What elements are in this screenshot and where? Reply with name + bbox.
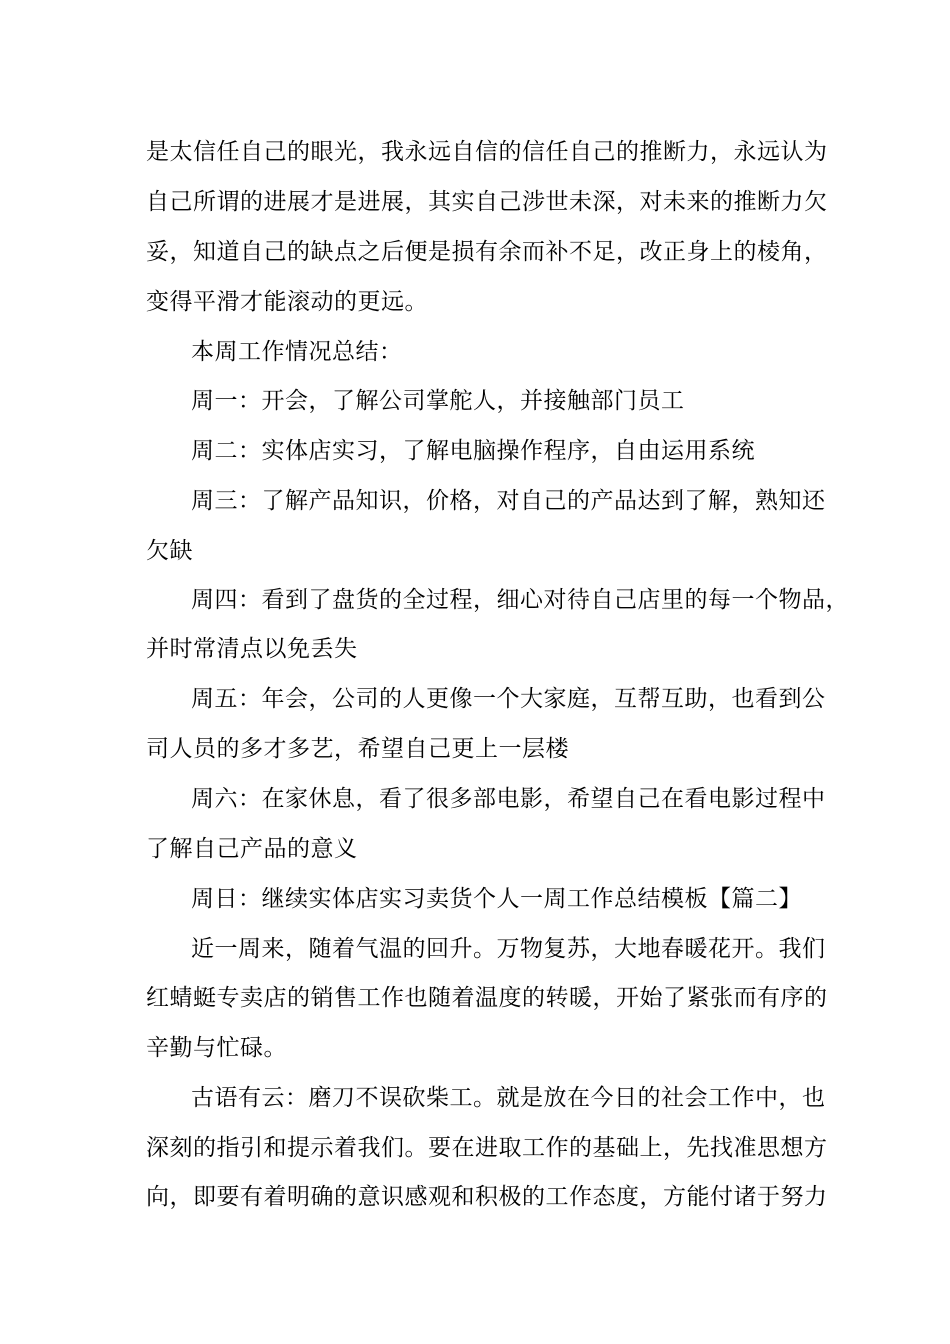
text-line: 周二：实体店实习，了解电脑操作程序，自由运用系统 xyxy=(191,438,755,464)
text-line: 自己所谓的进展才是进展，其实自己涉世未深，对未来的推断力欠 xyxy=(146,189,828,215)
text-line: 并时常清点以免丢失 xyxy=(146,636,358,662)
section-heading: 本周工作情况总结： xyxy=(191,339,403,365)
text-line: 妥，知道自己的缺点之后便是损有余而补不足，改正身上的棱角， xyxy=(146,239,828,265)
text-line: 变得平滑才能滚动的更远。 xyxy=(146,289,428,315)
text-line: 了解自己产品的意义 xyxy=(146,836,358,862)
text-line: 向，即要有着明确的意识感观和积极的工作态度，方能付诸于努力 xyxy=(146,1184,828,1210)
text-line: 司人员的多才多艺，希望自己更上一层楼 xyxy=(146,736,569,762)
text-line: 欠缺 xyxy=(146,538,193,564)
text-line: 古语有云：磨刀不误砍柴工。就是放在今日的社会工作中，也 xyxy=(191,1085,826,1111)
text-line: 辛勤与忙碌。 xyxy=(146,1035,287,1061)
text-line: 周一：开会，了解公司掌舵人，并接触部门员工 xyxy=(191,388,685,414)
text-line: 周三：了解产品知识，价格，对自己的产品达到了解，熟知还 xyxy=(191,488,826,514)
text-line: 周五：年会，公司的人更像一个大家庭，互帮互助，也看到公 xyxy=(191,686,826,712)
text-line: 深刻的指引和提示着我们。要在进取工作的基础上，先找准思想方 xyxy=(146,1135,828,1161)
text-line: 周日：继续实体店实习卖货个人一周工作总结模板【篇二】 xyxy=(191,886,802,912)
text-line: 周六：在家休息，看了很多部电影，希望自己在看电影过程中 xyxy=(191,786,826,812)
text-line: 周四：看到了盘货的全过程，细心对待自己店里的每一个物品， xyxy=(191,587,849,613)
text-line: 近一周来，随着气温的回升。万物复苏，大地春暖花开。我们 xyxy=(191,936,826,962)
text-line: 红蜻蜓专卖店的销售工作也随着温度的转暖，开始了紧张而有序的 xyxy=(146,985,828,1011)
text-line: 是太信任自己的眼光，我永远自信的信任自己的推断力，永远认为 xyxy=(146,139,828,165)
